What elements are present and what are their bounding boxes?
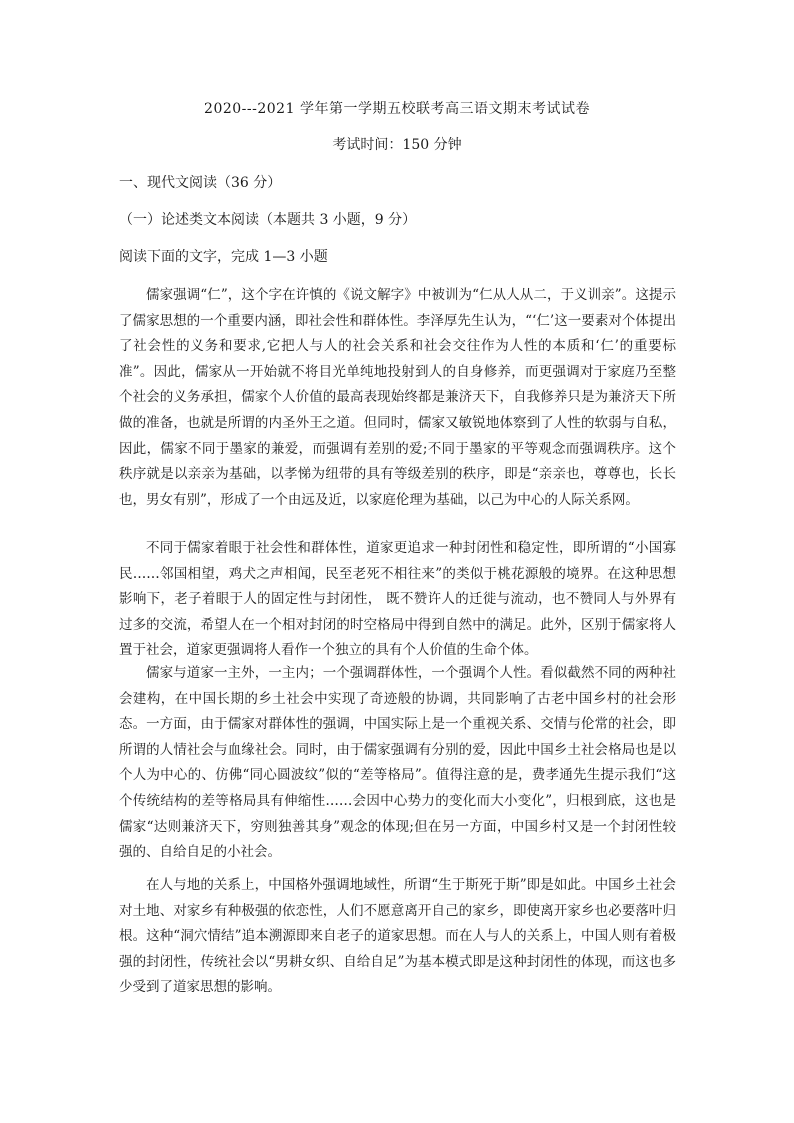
- passage-paragraph-2: 不同于儒家着眼于社会性和群体性，道家更追求一种封闭性和稳定性，即所谓的“小国寡民……邻国相望，鸡犬之声相闻，民至老死不相往来”的类似于桃花源般的境界。在这种思想影响下，老子着眼于人的固定性与封闭性， 既不赞许人的迁徙与流动，也不赞同人与外界有过多的交流，希望人在一个相对封闭的时空格局中得到自然中的满足。此外，区别于儒家将人置于社会，道家更强调将人看作一个独立的具有个人价值的生命个体。: [119, 540, 676, 659]
- passage-paragraph-4: 在人与地的关系上，中国格外强调地域性，所谓“生于斯死于斯”即是如此。中国乡土社会对土地、对家乡有种极强的依恋性，人们不愿意离开自己的家乡，即使离开家乡也必要落叶归根。这种“洞穴情结”追本溯源即来自老子的道家思想。而在人与人的关系上，中国人则有着极强的封闭性，传统社会以“男耕女织、自给自足”为基本模式即是这种封闭性的体现，而这也多少受到了道家思想的影响。: [119, 877, 676, 996]
- exam-time: 考试时间：150 分钟: [332, 137, 462, 153]
- section-heading: 一、现代文阅读（36 分）: [119, 175, 282, 191]
- passage-paragraph-3: 儒家与道家一主外，一主内；一个强调群体性，一个强调个人性。看似截然不同的两种社会建构，在中国长期的乡土社会中实现了奇迹般的协调，共同影响了古老中国乡村的社会形态。一方面，由于儒家对群体性的强调，中国实际上是一个重视关系、交情与伦常的社会，即所谓的人情社会与血缘社会。同时，由于儒家强调有分别的爱，因此中国乡土社会格局也是以个人为中心的、仿佛“同心圆波纹”似的“差等格局”。值得注意的是，费孝通先生提示我们“这个传统结构的差等格局具有伸缩性……会因中心势力的变化而大小变化”，归根到底，这也是儒家“达则兼济天下，穷则独善其身”观念的体现;但在另一方面，中国乡村又是一个封闭性较强的、自给自足的小社会。: [119, 665, 676, 861]
- passage-paragraph-1: 儒家强调“仁”，这个字在许慎的《说文解字》中被训为“仁从人从二，于义训亲”。这提示了儒家思想的一个重要内涵，即社会性和群体性。李泽厚先生认为，“‘仁’这一要素对个体提出了社会性的义务和要求,它把人与人的社会关系和社会交往作为人性的本质和‘仁’的重要标准”。因此，儒家从一开始就不将目光单纯地投射到人的自身修养，而更强调对于家庭乃至整个社会的义务承担，儒家个人价值的最高表现始终都是兼济天下，自我修养只是为兼济天下所做的准备，也就是所谓的内圣外王之道。但同时，儒家又敏锐地体察到了人性的软弱与自私，因此，儒家不同于墨家的兼爱，而强调有差别的爱;不同于墨家的平等观念而强调秩序。这个秩序就是以亲亲为基础，以孝悌为纽带的具有等级差别的秩序，即是“亲亲也，尊尊也，长长也，男女有别”，形成了一个由远及近，以家庭伦理为基础，以己为中心的人际关系网。: [119, 287, 676, 508]
- reading-instruction: 阅读下面的文字，完成 1—3 小题: [119, 249, 328, 265]
- subsection-heading: （一）论述类文本阅读（本题共 3 小题，9 分）: [119, 212, 417, 228]
- exam-title: 2020---2021 学年第一学期五校联考高三语文期末考试试卷: [204, 101, 590, 117]
